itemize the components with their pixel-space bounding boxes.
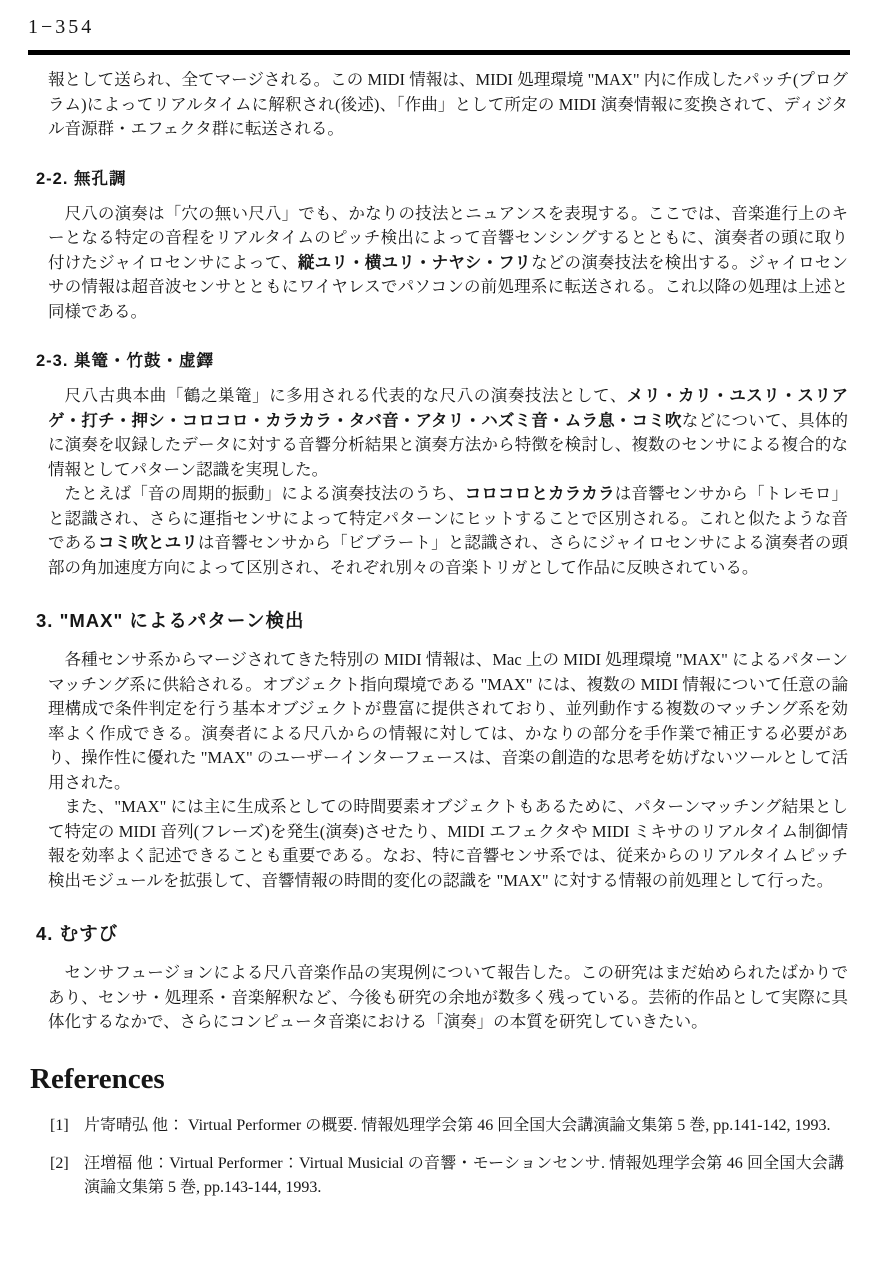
section-2-2-paragraph: 尺八の演奏は「穴の無い尺八」でも、かなりの技法とニュアンスを表現する。ここでは、音楽進行上のキーとなる特定の音程をリアルタイムのピッチ検出によって音響センシングするとともに、演奏者の頭に取り付けたジャイロセンサによって、縦ユリ・横ユリ・ナヤシ・フリなどの演奏技法を検出する。ジャイロセンサの情報は超音波センサとともにワイヤレスでパソコンの前処理系に転送される。これ以降の処理は上述と同様である。	[48, 203, 848, 321]
intro-paragraph: 報として送られ、全てマージされる。この MIDI 情報は、MIDI 処理環境 "MAX" 内に作成したパッチ(プログラム)によってリアルタイムに解釈され(後述)、「作曲」として所定の MIDI 演奏情報に変換されて、ディジタル音源群・エフェクタ群に転送される。	[48, 70, 848, 138]
section-3-paragraph-1: 各種センサ系からマージされてきた特別の MIDI 情報は、Mac 上の MIDI 処理環境 "MAX" によるパターンマッチング系に供給される。オブジェクト指向環境である "MAX" には、複数の MIDI 情報について任意の論理構成で条件判定を行う基本オブジェクトが豊富に提供されており、並列動作する複数のマッチング系を効率よく作成できる。演奏者による尺八からの情報に対しては、かなりの部分を手作業で補正する必要があり、操作性に優れた "MAX" のユーザーインターフェースは、音楽の創造的な思考を妨げないツールとして活用された。	[48, 650, 848, 792]
reference-item-1	[50, 1114, 844, 1138]
section-3-heading: 3. "MAX" によるパターン検出	[36, 610, 305, 631]
section-2-3-paragraph-2: たとえば「音の周期的振動」による演奏技法のうち、コロコロとカラカラは音響センサから「トレモロ」と認識され、さらに運指センサによって特定パターンにヒットすることで区別される。これと似たような音であるコミ吹とユリは音響センサから「ビブラート」と認識され、さらにジャイロセンサによる演奏者の頭部の角加速度方向によって区別され、それぞれ別々の音楽トリガとして作品に反映されている。	[48, 484, 849, 577]
references-heading: References	[30, 1062, 165, 1095]
header-divider-rule	[28, 50, 850, 55]
reference-text: 汪増福 他：Virtual Performer：Virtual Musicial の音響・モーションセンサ. 情報処理学会第 46 回全国大会講演論文集第 5 巻, pp.143-144, 1993.	[84, 1155, 844, 1196]
section-4-heading: 4. むすび	[36, 923, 119, 944]
reference-text: 片寄晴弘 他： Virtual Performer の概要. 情報処理学会第 46 回全国大会講演論文集第 5 巻, pp.141-142, 1993.	[84, 1116, 831, 1134]
section-2-2-heading: 2-2. 無孔調	[36, 169, 127, 188]
section-2-3-heading: 2-3. 巣篭・竹鼓・虚鐸	[36, 352, 215, 370]
reference-marker: [1]	[50, 1116, 69, 1134]
section-2-3-paragraph-1: 尺八古典本曲「鶴之巣篭」に多用される代表的な尺八の演奏技法として、メリ・カリ・ユスリ・スリアゲ・打チ・押シ・コロコロ・カラカラ・タバ音・アタリ・ハズミ音・ムラ息・コミ吹などについて、具体的に演奏を収録したデータに対する音響分析結果と演奏方法から特徴を検討し、複数のセンサによる複合的な情報としてパターン認識を実現した。	[48, 386, 849, 479]
reference-marker: [2]	[50, 1155, 69, 1172]
page-number: 1−354	[28, 16, 95, 38]
section-4-paragraph: センサフュージョンによる尺八音楽作品の実現例について報告した。この研究はまだ始められたばかりであり、センサ・処理系・音楽解釈など、今後も研究の余地が数多く残っている。芸術的作品として実際に具体化するなかで、さらにコンピュータ音楽における「演奏」の本質を研究していきたい。	[48, 963, 848, 1031]
reference-item-2	[50, 1152, 844, 1199]
section-3-paragraph-2: また、"MAX" には主に生成系としての時間要素オブジェクトもあるために、パターンマッチング結果として特定の MIDI 音列(フレーズ)を発生(演奏)させたり、MIDI エフェクタや MIDI ミキサのリアルタイム制御情報を効率よく記述できることも重要である。なお、特に音響センサ系では、従来からのリアルタイムピッチ検出モジュールを拡張して、音響情報の時間的変化の認識を "MAX" に対する情報の前処理として行った。	[48, 797, 848, 890]
